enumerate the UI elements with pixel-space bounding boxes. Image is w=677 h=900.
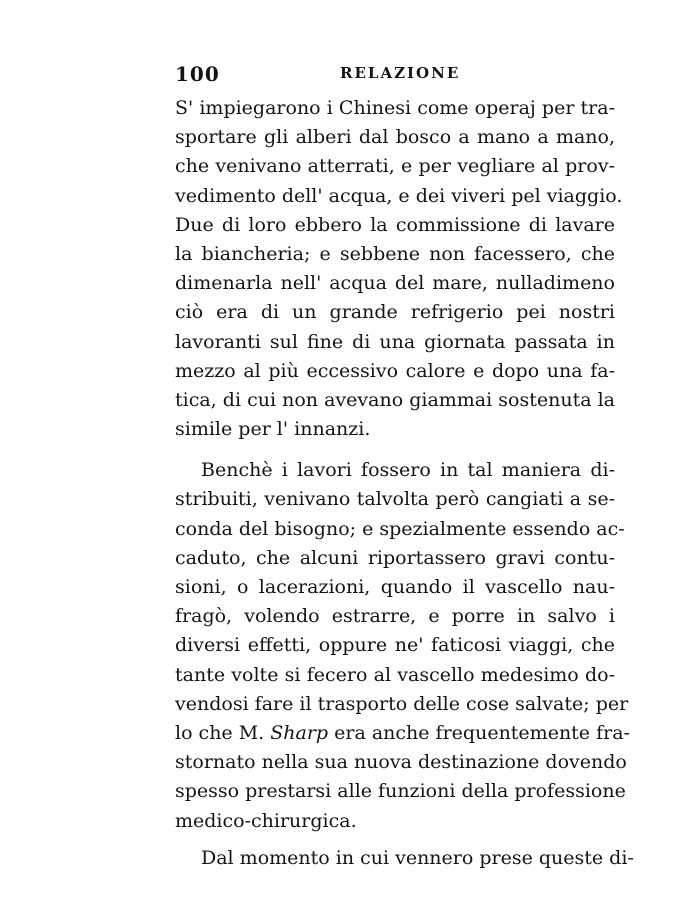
text-line: S' impiegarono i Chinesi come operaj per tra- xyxy=(175,97,615,119)
text-line: lavoranti sul fine di una giornata passata in xyxy=(175,330,615,353)
text-line: Dal momento in cui vennero prese queste di- xyxy=(201,846,634,869)
text-segment: era anche frequentemente fra- xyxy=(334,721,630,744)
text-line: stribuiti, venivano talvolta però cangiati a se- xyxy=(175,488,615,511)
italic-name: Sharp xyxy=(270,721,329,744)
paragraph-2 xyxy=(175,456,630,835)
text-line: spesso prestarsi alle funzioni della professione xyxy=(175,780,626,803)
body-text xyxy=(175,94,634,873)
paragraph-3 xyxy=(175,844,634,873)
text-line-with-italic xyxy=(175,719,630,748)
text-line: Due di loro ebbero la commissione di lavare xyxy=(175,213,615,236)
text-line: stornato nella sua nuova destinazione dovendo xyxy=(175,751,627,774)
page-header xyxy=(175,62,605,88)
text-line: tica, di cui non avevano giammai sostenuta la xyxy=(175,388,615,411)
text-line: medico-chirurgica. xyxy=(175,809,357,832)
page-number: 100 xyxy=(175,62,220,86)
text-line: vedimento dell' acqua, e dei viveri pel viaggio. xyxy=(175,184,623,207)
text-segment: lo che M. xyxy=(175,721,265,744)
text-line: sportare gli alberi dal bosco a mano a mano, xyxy=(175,126,615,149)
text-line: ciò era di un grande refrigerio pei nostri xyxy=(175,301,615,324)
text-line: dimenarla nell' acqua del mare, nulladimeno xyxy=(175,272,615,295)
text-line: sioni, o lacerazioni, quando il vascello nau- xyxy=(175,576,615,598)
text-line: caduto, che alcuni riportassero gravi contu- xyxy=(175,546,615,569)
text-line: vendosi fare il trasporto delle cose salvate; per xyxy=(175,692,629,715)
text-line: diversi effetti, oppure ne' faticosi viaggi, che xyxy=(175,634,615,657)
text-line: Benchè i lavori fossero in tal maniera di- xyxy=(201,459,615,482)
text-line: la biancheria; e sebbene non facessero, che xyxy=(175,242,615,265)
paragraph-gap xyxy=(175,444,615,456)
text-line: simile per l' innanzi. xyxy=(175,418,371,441)
text-line: mezzo al più eccessivo calore e dopo una fa- xyxy=(175,359,615,382)
paragraph-1 xyxy=(175,94,623,444)
running-head: RELAZIONE xyxy=(340,64,461,82)
text-line: fragò, volendo estrarre, e porre in salvo i xyxy=(175,605,615,628)
text-line: che venivano atterrati, e per vegliare al prov- xyxy=(175,155,615,178)
text-line: tante volte si fecero al vascello medesimo do- xyxy=(175,663,615,686)
paragraph-gap xyxy=(175,836,615,844)
text-line: conda del bisogno; e spezialmente essendo ac- xyxy=(175,517,625,540)
